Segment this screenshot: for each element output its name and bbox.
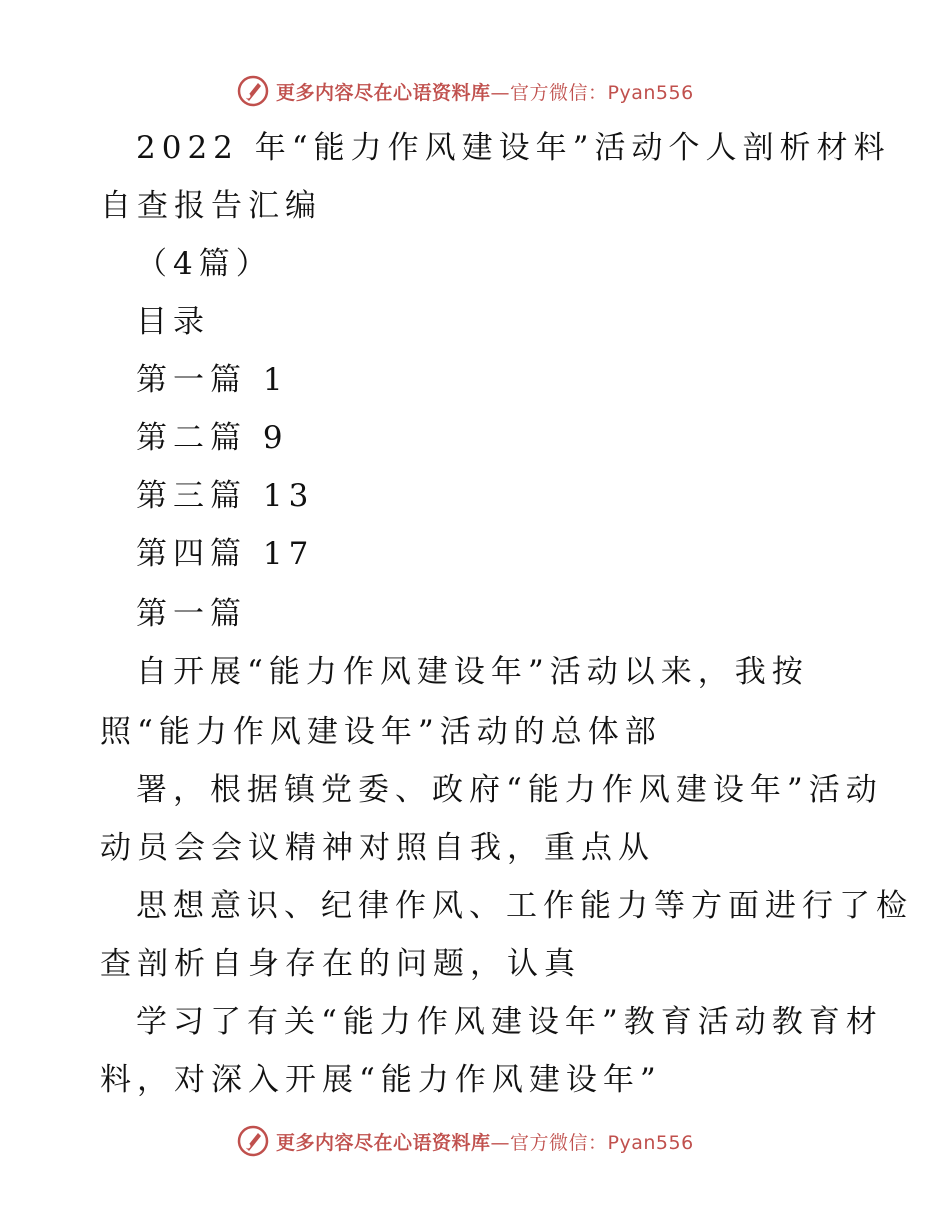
body-line: 料，对深入开展“能力作风建设年” xyxy=(100,1062,662,1098)
document-title-line-2: 自查报告汇编 xyxy=(100,188,322,224)
watermark-text: 更多内容尽在心语资料库 xyxy=(276,1131,491,1154)
footer-watermark xyxy=(236,1124,694,1158)
toc-heading: 目录 xyxy=(136,304,210,340)
pen-nib-logo-icon xyxy=(236,1124,270,1158)
toc-item-1: 第一篇 1 xyxy=(136,362,289,398)
body-line: 署，根据镇党委、政府“能力作风建设年”活动 xyxy=(136,772,883,808)
body-line: 思想意识、纪律作风、工作能力等方面进行了检 xyxy=(136,888,913,924)
body-line: 自开展“能力作风建设年”活动以来，我按 xyxy=(136,654,809,690)
toc-item-3: 第三篇 13 xyxy=(136,478,315,514)
body-line: 照“能力作风建设年”活动的总体部 xyxy=(100,714,662,750)
document-title-line-1: 2022 年“能力作风建设年”活动个人剖析材料 xyxy=(136,130,891,166)
watermark-suffix: —官方微信：Pyan556 xyxy=(490,1131,694,1154)
article-count: （4篇） xyxy=(136,246,273,282)
body-line: 查剖析自身存在的问题，认真 xyxy=(100,946,581,982)
toc-item-4: 第四篇 17 xyxy=(136,536,315,572)
pen-nib-logo-icon xyxy=(236,74,270,108)
body-line: 动员会会议精神对照自我，重点从 xyxy=(100,830,655,866)
toc-item-2: 第二篇 9 xyxy=(136,420,289,456)
body-line: 学习了有关“能力作风建设年”教育活动教育材 xyxy=(136,1004,883,1040)
watermark-suffix: —官方微信：Pyan556 xyxy=(490,81,694,104)
watermark-text: 更多内容尽在心语资料库 xyxy=(276,81,491,104)
section-heading: 第一篇 xyxy=(136,596,247,632)
header-watermark xyxy=(236,74,694,108)
